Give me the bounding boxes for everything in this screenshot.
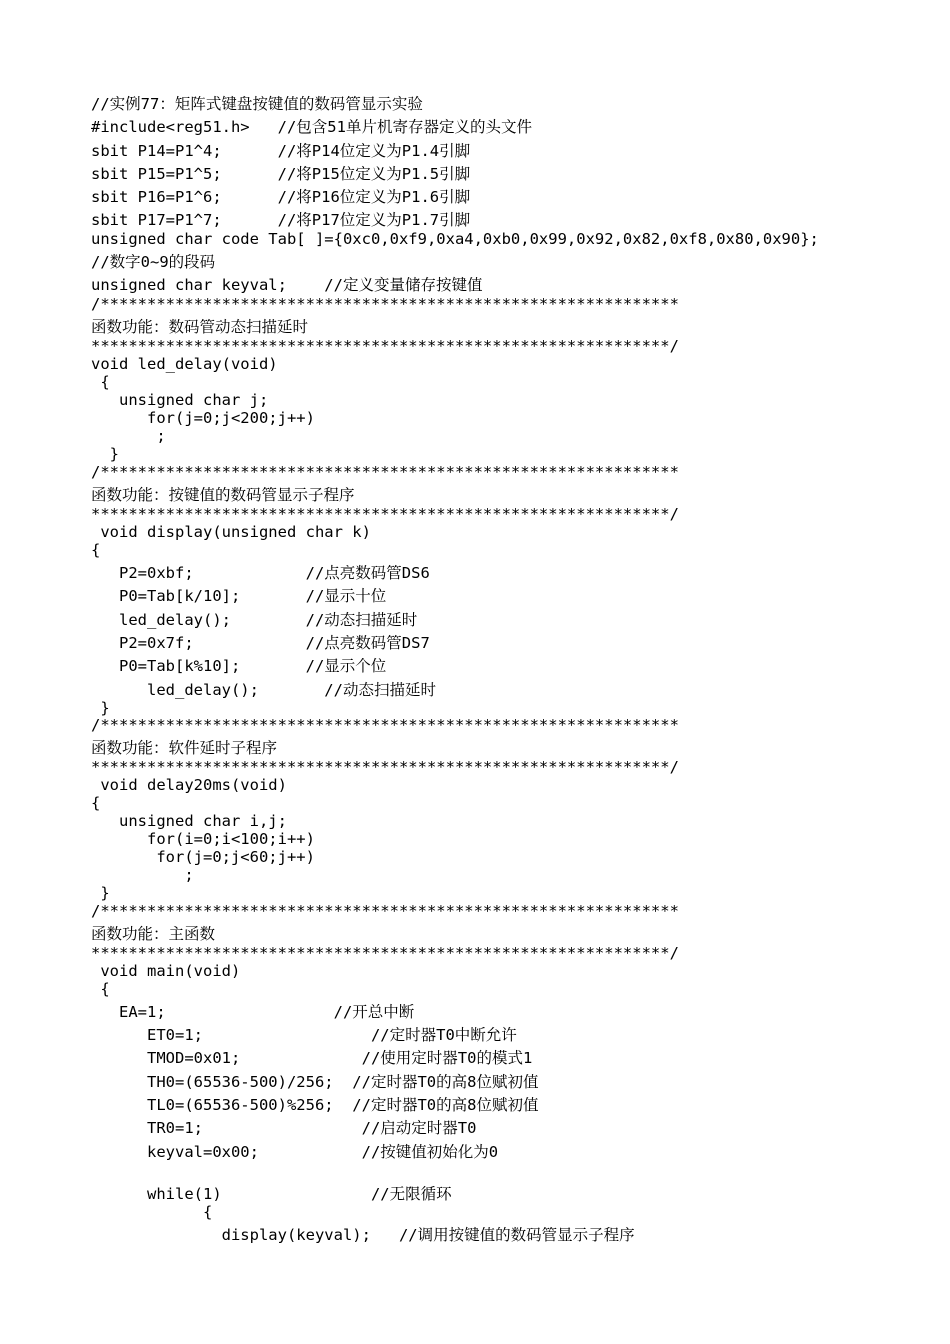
code-line: P2=0xbf; //点亮数码管DS6 (91, 564, 430, 582)
code-line: void main(void) (91, 962, 241, 980)
comment-separator: /************************************************************** (91, 463, 679, 481)
code-line: unsigned char code Tab[ ]={0xc0,0xf9,0xa4,0xb0,0x99,0x92,0x82,0xf8,0x80,0x90}; (91, 230, 819, 248)
comment-separator: **************************************************************/ (91, 944, 679, 962)
code-line: } (91, 699, 110, 717)
code-line: sbit P14=P1^4; //将P14位定义为P1.4引脚 (91, 142, 471, 160)
comment-separator: **************************************************************/ (91, 505, 679, 523)
code-line: ; (91, 866, 194, 884)
section-heading: 函数功能：数码管动态扫描延时 (91, 318, 309, 336)
code-line: TH0=(65536-500)/256; //定时器T0的高8位赋初值 (91, 1073, 539, 1091)
code-line: TR0=1; //启动定时器T0 (91, 1119, 477, 1137)
code-line: void delay20ms(void) (91, 776, 287, 794)
code-line: unsigned char i,j; (91, 812, 287, 830)
comment-separator: /************************************************************** (91, 716, 679, 734)
code-line: P0=Tab[k%10]; //显示个位 (91, 657, 387, 675)
code-line: ; (91, 427, 166, 445)
section-heading: 函数功能：软件延时子程序 (91, 739, 278, 757)
code-line: { (91, 980, 110, 998)
comment-separator: /************************************************************** (91, 902, 679, 920)
code-line: } (91, 884, 110, 902)
code-line: TMOD=0x01; //使用定时器T0的模式1 (91, 1049, 533, 1067)
code-line: } (91, 445, 119, 463)
comment-separator: **************************************************************/ (91, 337, 679, 355)
code-line: led_delay(); //动态扫描延时 (91, 681, 436, 699)
code-line: //实例77：矩阵式键盘按键值的数码管显示实验 (91, 95, 423, 113)
code-line: P0=Tab[k/10]; //显示十位 (91, 587, 387, 605)
comment-separator: **************************************************************/ (91, 758, 679, 776)
code-line: for(i=0;i<100;i++) (91, 830, 315, 848)
code-line: { (91, 373, 110, 391)
code-line: while(1) //无限循环 (91, 1185, 452, 1203)
code-line: keyval=0x00; //按键值初始化为0 (91, 1143, 499, 1161)
code-line: EA=1; //开总中断 (91, 1003, 415, 1021)
comment-separator: /************************************************************** (91, 295, 679, 313)
code-line: void led_delay(void) (91, 355, 278, 373)
code-line: #include<reg51.h> //包含51单片机寄存器定义的头文件 (91, 118, 532, 136)
section-heading: 函数功能：主函数 (91, 925, 216, 943)
code-line: sbit P15=P1^5; //将P15位定义为P1.5引脚 (91, 165, 471, 183)
code-line: display(keyval); //调用按键值的数码管显示子程序 (91, 1226, 635, 1244)
code-line: ET0=1; //定时器T0中断允许 (91, 1026, 517, 1044)
code-line: //数字0~9的段码 (91, 253, 216, 271)
code-line: P2=0x7f; //点亮数码管DS7 (91, 634, 430, 652)
code-line: sbit P16=P1^6; //将P16位定义为P1.6引脚 (91, 188, 471, 206)
code-line: unsigned char j; (91, 391, 269, 409)
section-heading: 函数功能：按键值的数码管显示子程序 (91, 486, 355, 504)
code-line: unsigned char keyval; //定义变量储存按键值 (91, 276, 483, 294)
code-line: for(j=0;j<200;j++) (91, 409, 315, 427)
code-line: for(j=0;j<60;j++) (91, 848, 315, 866)
code-line: sbit P17=P1^7; //将P17位定义为P1.7引脚 (91, 211, 471, 229)
code-line: { (91, 794, 101, 812)
code-line: { (91, 1203, 213, 1221)
code-line: void display(unsigned char k) (91, 523, 371, 541)
code-line: led_delay(); //动态扫描延时 (91, 611, 418, 629)
code-line: { (91, 541, 101, 559)
code-line: TL0=(65536-500)%256; //定时器T0的高8位赋初值 (91, 1096, 539, 1114)
